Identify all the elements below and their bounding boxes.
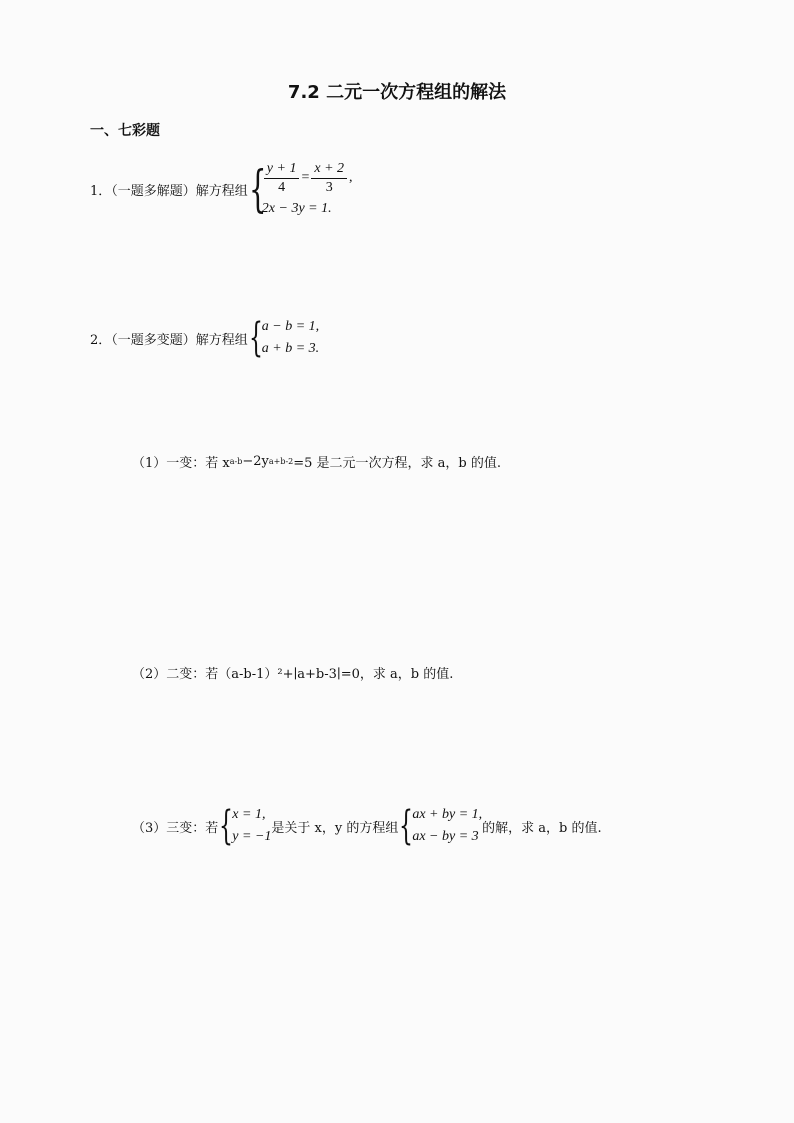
question-1: [90, 158, 353, 220]
solution-system: [232, 804, 271, 848]
solution-row-2: y = −1: [232, 829, 272, 844]
equation-1-row-2: 2x − 3y = 1.: [261, 201, 332, 216]
solution-row-1: x = 1,: [232, 807, 266, 822]
variation-2: [132, 663, 453, 682]
left-brace-icon: {: [399, 803, 414, 849]
equation-system-3: [412, 804, 482, 848]
left-brace-icon: {: [248, 315, 263, 361]
equation-2-row-1: a − b = 1,: [261, 319, 320, 334]
variation-3-lead: （3）三变：若: [132, 820, 219, 836]
equation-system-1: [262, 158, 353, 220]
question-1-prefix: 1．（一题多解题）解方程组: [90, 183, 248, 199]
variation-3-tail: 的解，求 a，b 的值.: [482, 820, 602, 836]
variation-1-lead: （1）一变：若 x: [132, 456, 230, 471]
section-heading: 一、七彩题: [90, 123, 160, 139]
variation-3-middle: 是关于 x，y 的方程组: [271, 820, 399, 836]
fraction-1: [264, 160, 300, 197]
equals-sign: =: [301, 170, 310, 185]
equation-system-2: [262, 316, 319, 360]
variation-1: （1）一变：若 x a-b −2y a+b-2 =5 是二元一次方程，求 a，b 的值.: [132, 454, 502, 471]
comma: ,: [349, 170, 353, 185]
variation-2-text: （2）二变：若（a-b-1）²+∣a+b-3∣=0，求 a，b 的值.: [132, 667, 454, 682]
question-2: [90, 316, 319, 360]
fraction-1-numerator: y + 1: [264, 160, 300, 179]
left-brace-icon: {: [219, 803, 234, 849]
question-2-prefix: 2．（一题多变题）解方程组: [90, 332, 248, 348]
page-title: 7.2 二元一次方程组的解法: [287, 82, 507, 103]
fraction-2-denominator: 3: [325, 179, 333, 195]
variation-1-tail: =5 是二元一次方程，求 a，b 的值.: [293, 456, 502, 471]
equation-3-row-1: ax + by = 1,: [412, 807, 483, 822]
equation-3-row-2: ax − by = 3: [412, 829, 479, 844]
variation-1-middle: −2y: [242, 454, 269, 469]
fraction-2: [311, 160, 347, 197]
variation-3: [132, 804, 602, 848]
fraction-2-numerator: x + 2: [311, 160, 347, 179]
left-brace-icon: {: [248, 160, 267, 218]
equation-2-row-2: a + b = 3.: [261, 341, 320, 356]
fraction-1-denominator: 4: [278, 179, 286, 195]
